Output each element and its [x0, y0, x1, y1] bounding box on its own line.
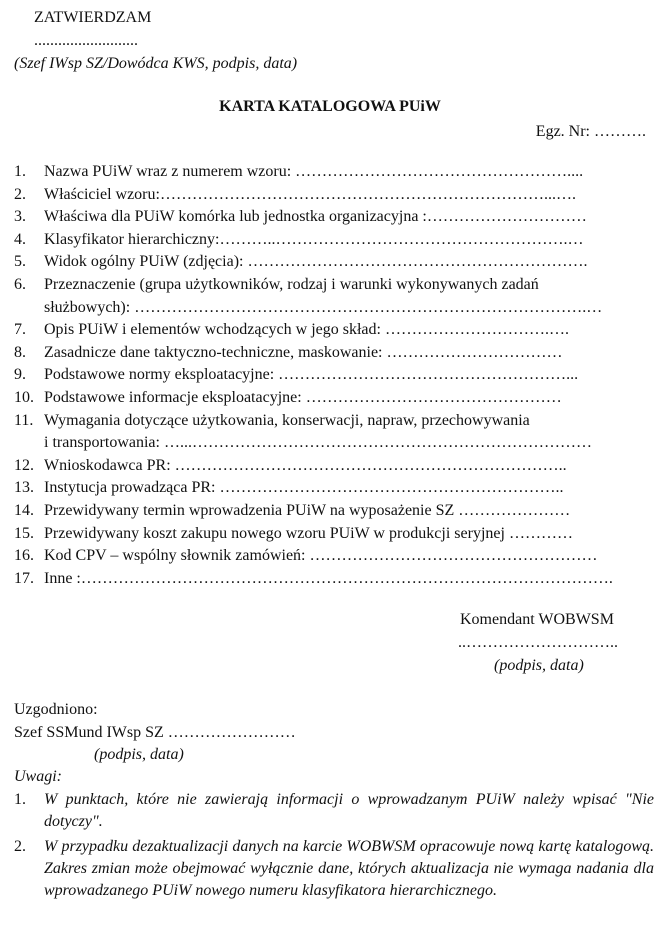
agreed-line: Szef SSMund IWsp SZ …………………… [14, 724, 296, 741]
item-number: 1. [14, 163, 26, 180]
item-text: Kod CPV – wspólny słownik zamówień: ……………………………………………… [44, 547, 598, 565]
item-text: Przewidywany koszt zakupu nowego wzoru PUiW w produkcji seryjnej ………… [44, 524, 573, 542]
note-text: W przypadku dezaktualizacji danych na karcie WOBWSM opracowuje nową kartę katalogową. Zakres zmian może obejmować wyłącznie dane, których aktualizacja nie wymaga nadania dla wprowadzanego PUiW nowego numeru klasyfikatora hierarchicznego. [44, 838, 654, 899]
item-text: Nazwa PUiW wraz z numerem wzoru: …………………………………………….... [44, 163, 584, 180]
item-number: 10. [14, 388, 34, 406]
item-text: Widok ogólny PUiW (zdjęcia): ………………………………………………………. [44, 253, 588, 271]
item-text-continuation: służbowych): ………………………………………………………………………….… [44, 298, 603, 316]
copy-number: Egz. Nr: ………. [535, 123, 646, 140]
item-number: 14. [14, 501, 34, 519]
list-item [14, 364, 654, 387]
list-item [14, 319, 654, 342]
item-number: 7. [14, 321, 26, 339]
list-item [14, 342, 654, 365]
item-number: 6. [14, 275, 26, 293]
note-text: W punktach, które nie zawierają informacji o wprowadzanym PUiW należy wpisać "Nie dotyczy". [44, 791, 654, 830]
note-number: 1. [14, 791, 26, 808]
document-title: KARTA KATALOGOWA PUiW [219, 98, 441, 115]
list-item [14, 251, 654, 274]
item-number: 8. [14, 343, 26, 361]
catalog-fields-list [14, 161, 654, 590]
commandant-signature-line: ..……………………….. [458, 634, 618, 651]
list-item [14, 568, 654, 591]
item-text: Inne :………………………………………………………………………………………. [44, 569, 613, 587]
item-text: Przewidywany termin wprowadzenia PUiW na wyposażenie SZ ………………… [44, 501, 571, 519]
item-number: 11. [14, 411, 34, 429]
list-item [14, 161, 654, 184]
item-text-continuation: i transportowania: …...………………………………………………………………… [44, 434, 592, 452]
list-item [14, 500, 654, 523]
list-item [14, 274, 654, 319]
list-item [14, 410, 654, 455]
commandant-signature-caption: (podpis, data) [494, 657, 584, 674]
item-number: 16. [14, 547, 34, 565]
item-text: Podstawowe normy eksploatacyjne: ………………………………………………... [44, 366, 579, 384]
item-number: 2. [14, 185, 26, 203]
item-text: Klasyfikator hierarchiczny:………..……………………………………………….… [44, 230, 584, 248]
item-text: Wnioskodawca PR: ……………………………………………………………….. [44, 456, 567, 474]
list-item [14, 184, 654, 207]
list-item [14, 387, 654, 410]
note-item [14, 789, 654, 833]
item-number: 9. [14, 366, 26, 384]
item-number: 15. [14, 524, 34, 542]
list-item [14, 523, 654, 546]
item-text: Podstawowe informacje eksploatacyjne: ………………………………………… [44, 388, 562, 406]
item-text: Właściciel wzoru:………………………………………………………………...…. [44, 185, 576, 203]
item-number: 5. [14, 253, 26, 271]
list-item [14, 477, 654, 500]
agreed-label: Uzgodniono: [14, 701, 98, 718]
list-item [14, 455, 654, 478]
approve-signature-line: .......................... [34, 32, 138, 49]
notes-label: Uwagi: [14, 768, 62, 785]
item-number: 12. [14, 456, 34, 474]
item-text: Instytucja prowadząca PR: ……………………………………………………….. [44, 479, 564, 497]
item-text: Opis PUiW i elementów wchodzących w jego skład: ………………………….…. [44, 321, 569, 339]
approver-caption: (Szef IWsp SZ/Dowódca KWS, podpis, data) [14, 55, 298, 72]
note-item [14, 836, 654, 902]
note-number: 2. [14, 838, 26, 855]
item-text: Właściwa dla PUiW komórka lub jednostka organizacyjna :………………………… [44, 208, 587, 226]
agreed-signature-caption: (podpis, data) [94, 746, 184, 763]
commandant-title: Komendant WOBWSM [460, 611, 614, 628]
list-item [14, 229, 654, 252]
item-number: 17. [14, 569, 34, 587]
item-text: Zasadnicze dane taktyczno-techniczne, maskowanie: …………………………… [44, 343, 563, 361]
list-item [14, 545, 654, 568]
list-item [14, 206, 654, 229]
notes-list [14, 789, 654, 902]
item-number: 3. [14, 208, 26, 226]
item-text: Wymagania dotyczące użytkowania, konserwacji, napraw, przechowywania [44, 411, 530, 429]
item-number: 4. [14, 230, 26, 248]
item-text: Przeznaczenie (grupa użytkowników, rodzaj i warunki wykonywanych zadań [44, 275, 539, 293]
approve-label: ZATWIERDZAM [34, 9, 152, 26]
item-number: 13. [14, 479, 34, 497]
